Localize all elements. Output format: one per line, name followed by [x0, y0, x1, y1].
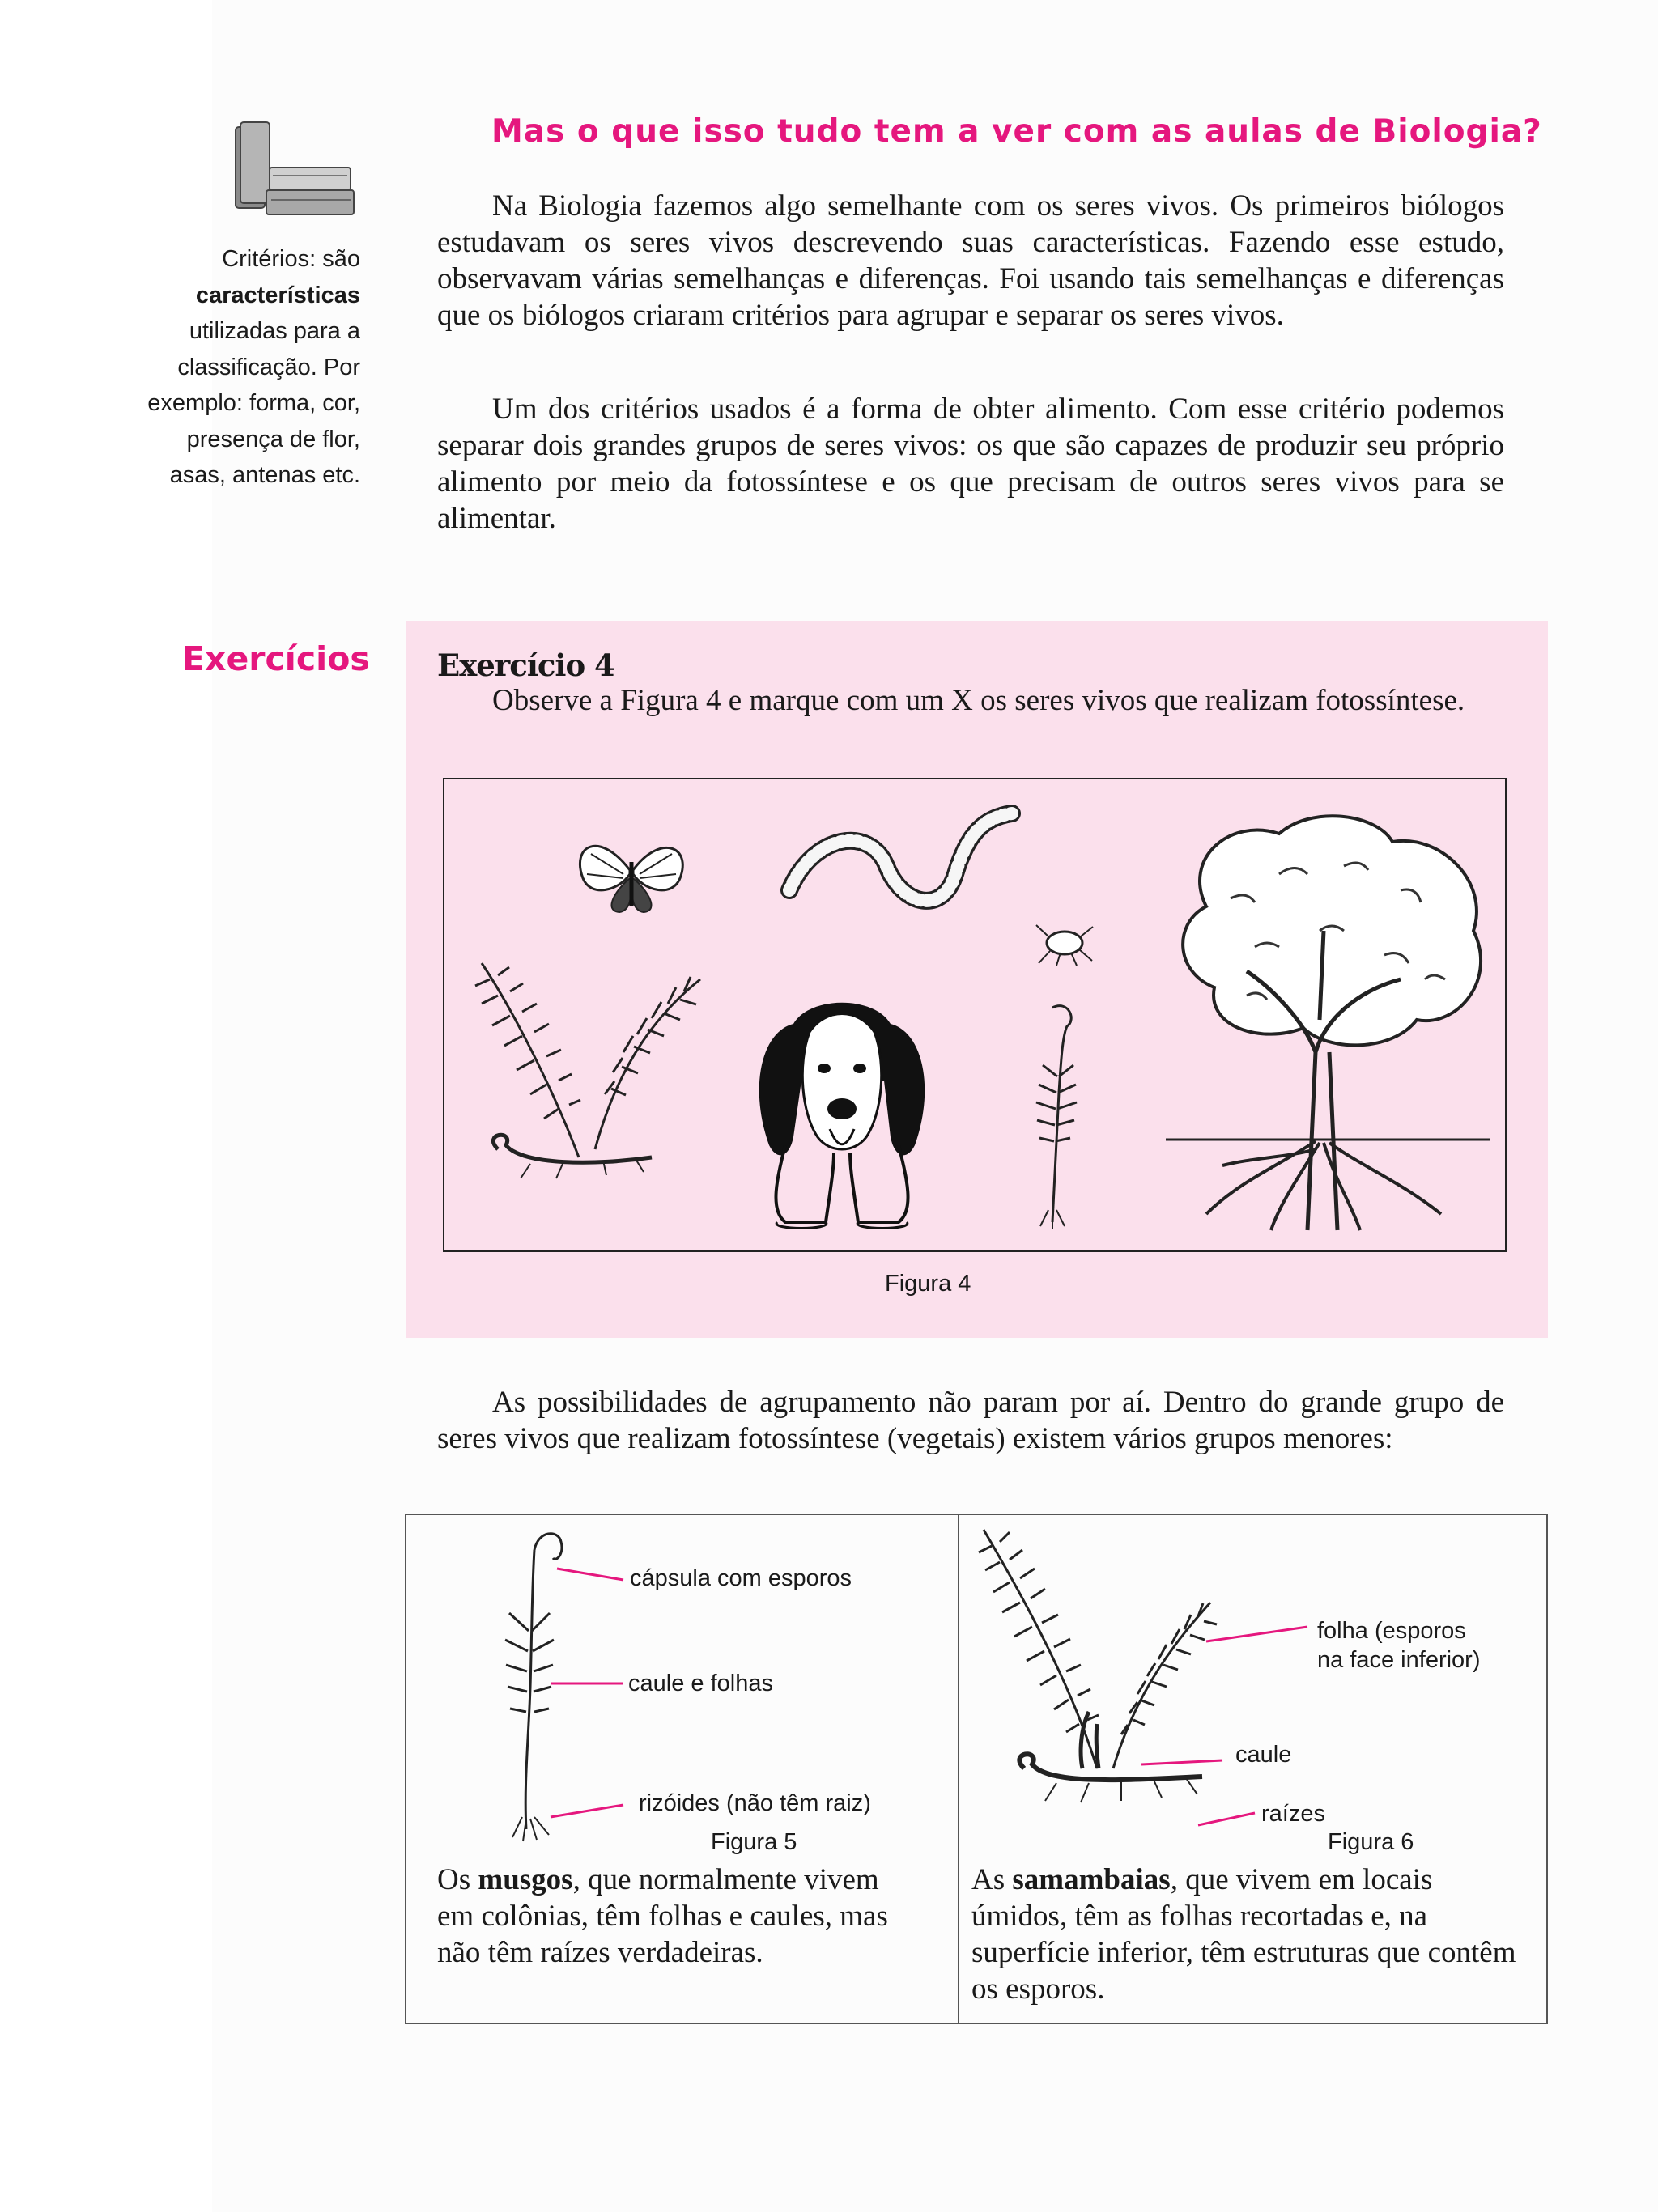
- label-fern-stem: caule: [1235, 1742, 1292, 1768]
- paragraph-1-text: Na Biologia fazemos algo semelhante com os seres vivos. Os primeiros biólogos estudavam os seres vivos descrevendo suas características. Fazendo esse estudo, observavam várias semelhanças e diferenças. Foi usando tais semelhanças e diferenças que os biólogos criaram critérios para agrupar e separar os seres vivos.: [437, 189, 1504, 332]
- sidebar-note-part2: utilizadas para a classificação. Por exemplo: forma, cor, presença de flor, asas, antenas etc.: [147, 318, 360, 488]
- exercises-heading: Exercícios: [182, 639, 370, 678]
- paragraph-2: [437, 391, 1504, 537]
- label-moss-stem: caule e folhas: [628, 1671, 773, 1696]
- figure-6-caption: Figura 6: [1328, 1829, 1414, 1855]
- sidebar-note-bold: características: [195, 282, 360, 308]
- label-rhizoids: rizóides (não têm raiz): [639, 1790, 871, 1816]
- paragraph-3: [437, 1384, 1504, 1457]
- moss-icon: [1012, 1004, 1109, 1230]
- figure-4-caption: Figura 4: [885, 1271, 971, 1297]
- earthworm-icon: [781, 801, 1024, 923]
- fern-desc-rest: , que vivem em locais úmidos, têm as folhas recortadas e, na superfície inferior, têm estruturas que contêm os esporos.: [971, 1863, 1516, 2006]
- table-divider: [958, 1514, 959, 2024]
- exercise-4-title: Exercício 4: [437, 647, 614, 683]
- label-capsule: cápsula com esporos: [630, 1565, 852, 1591]
- insect-icon: [1032, 919, 1097, 967]
- paragraph-2-text: Um dos critérios usados é a forma de obter alimento. Com esse critério podemos separar dois grandes grupos de seres vivos: os que são capazes de produzir seu próprio alimento por meio da fotossíntese e os que precisam de outros seres vivos para se alimentar.: [437, 393, 1504, 535]
- butterfly-icon: [567, 830, 696, 919]
- paragraph-3-text: As possibilidades de agrupamento não param por aí. Dentro do grande grupo de seres vivos que realizam fotossíntese (vegetais) existem vários grupos menores:: [437, 1386, 1504, 1455]
- fern-description: [971, 1862, 1522, 2007]
- moss-desc-bold: musgos: [478, 1863, 573, 1896]
- label-fern-roots: raízes: [1261, 1801, 1325, 1827]
- moss-desc-rest: , que normalmente vivem em colônias, têm folhas e caules, mas não têm raízes verdadeiras.: [437, 1863, 888, 1969]
- paragraph-1: [437, 188, 1504, 333]
- fern-desc-prefix: As: [971, 1863, 1005, 1896]
- sidebar-note: [97, 241, 360, 494]
- moss-description: [437, 1862, 891, 1971]
- label-fern-leaf-2: na face inferior): [1317, 1647, 1481, 1673]
- label-fern-leaf-1: folha (esporos: [1317, 1618, 1466, 1644]
- moss-desc-prefix: Os: [437, 1863, 471, 1896]
- fern-icon: [466, 955, 708, 1190]
- fern-desc-bold: samambaias: [1012, 1863, 1171, 1896]
- books-icon: [229, 117, 359, 223]
- dog-icon: [745, 991, 939, 1234]
- section-title: Mas o que isso tudo tem a ver com as aulas de Biologia?: [491, 113, 1542, 150]
- exercise-4-text: Observe a Figura 4 e marque com um X os seres vivos que realizam fotossíntese.: [492, 684, 1465, 717]
- figure-5-caption: Figura 5: [711, 1829, 797, 1855]
- sidebar-note-part1: Critérios: são: [222, 246, 360, 272]
- tree-icon: [1158, 809, 1498, 1230]
